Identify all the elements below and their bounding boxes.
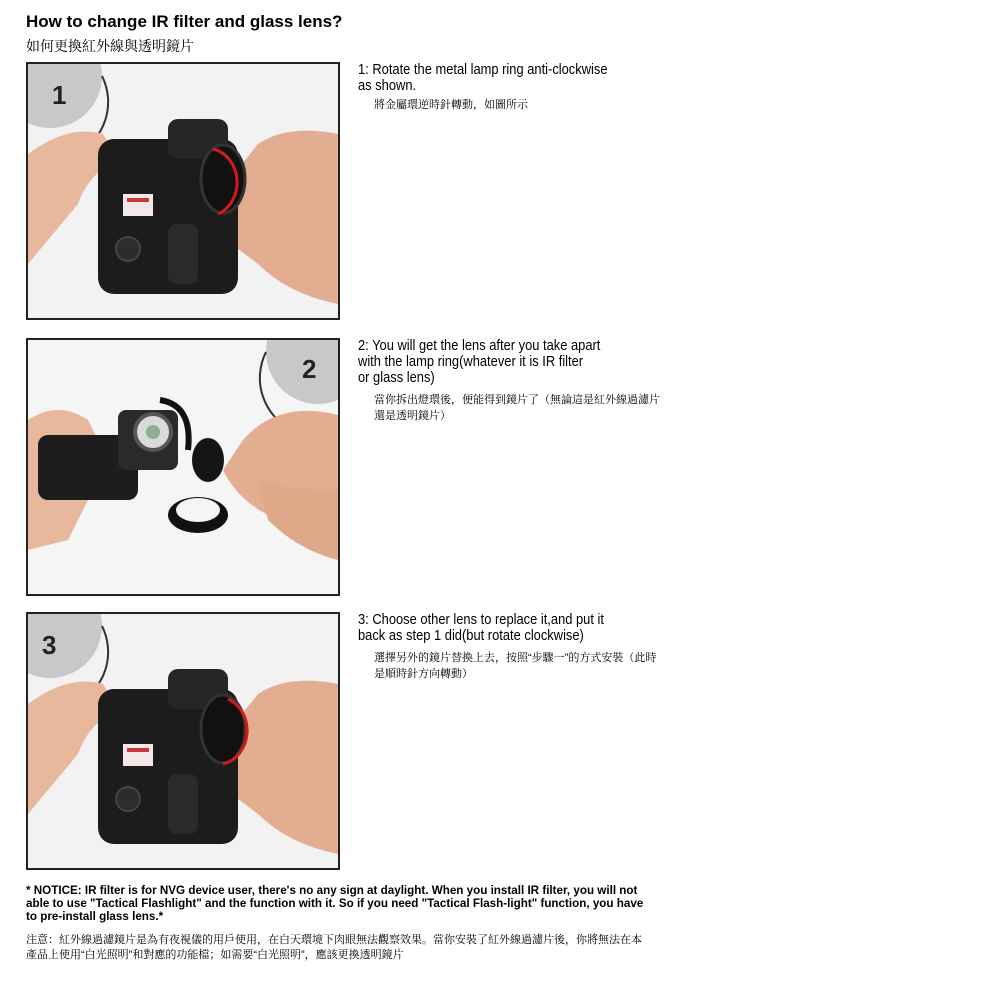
step-1-english: 1: Rotate the metal lamp ring anti-clockwise as shown. <box>358 61 608 94</box>
step-1-text <box>358 62 668 113</box>
step-1-photo <box>26 62 340 320</box>
step-2-photo <box>26 338 340 596</box>
step-number-badge: 2 <box>302 354 317 384</box>
notice-english: * NOTICE: IR filter is for NVG device user, there's no any sign at daylight. When you install IR filter, you will not able to use "Tactical Flashlight" and the function with it. So if you need "Tactical Flash-light" function, you have to pre-install glass lens.* <box>26 883 644 923</box>
notice-chinese: 注意：紅外線過濾鏡片是為有夜視儀的用戶使用，在白天環境下肉眼無法觀察效果。當你安裝了紅外線過濾片後，你將無法在本產品上使用“白光照明”和對應的功能檔；如需要“白光照明”，應該更換透明鏡片 <box>26 934 642 961</box>
step-3-photo <box>26 612 340 870</box>
step-2-chinese: 當你拆出燈環後，便能得到鏡片了（無論這是紅外線過濾片還是透明鏡片） <box>374 394 660 422</box>
step-3-chinese: 選擇另外的鏡片替換上去，按照“步驟一”的方式安裝（此時是順時針方向轉動） <box>374 652 657 680</box>
page-subtitle: 如何更換紅外線與透明鏡片 <box>26 38 194 54</box>
step-1-chinese: 將金屬環逆時針轉動，如圖所示 <box>374 99 528 111</box>
step-3-english: 3: Choose other lens to replace it,and put it back as step 1 did(but rotate clockwise) <box>358 611 604 644</box>
step-3-text <box>358 612 668 682</box>
step-2-english: 2: You will get the lens after you take apart with the lamp ring(whatever it is IR filter or glass lens) <box>358 337 601 386</box>
step-2-text <box>358 338 668 424</box>
page-title: How to change IR filter and glass lens? <box>26 12 343 31</box>
step-number-badge: 1 <box>52 80 67 110</box>
notice-section <box>26 884 666 963</box>
step-number-badge: 3 <box>42 630 57 660</box>
